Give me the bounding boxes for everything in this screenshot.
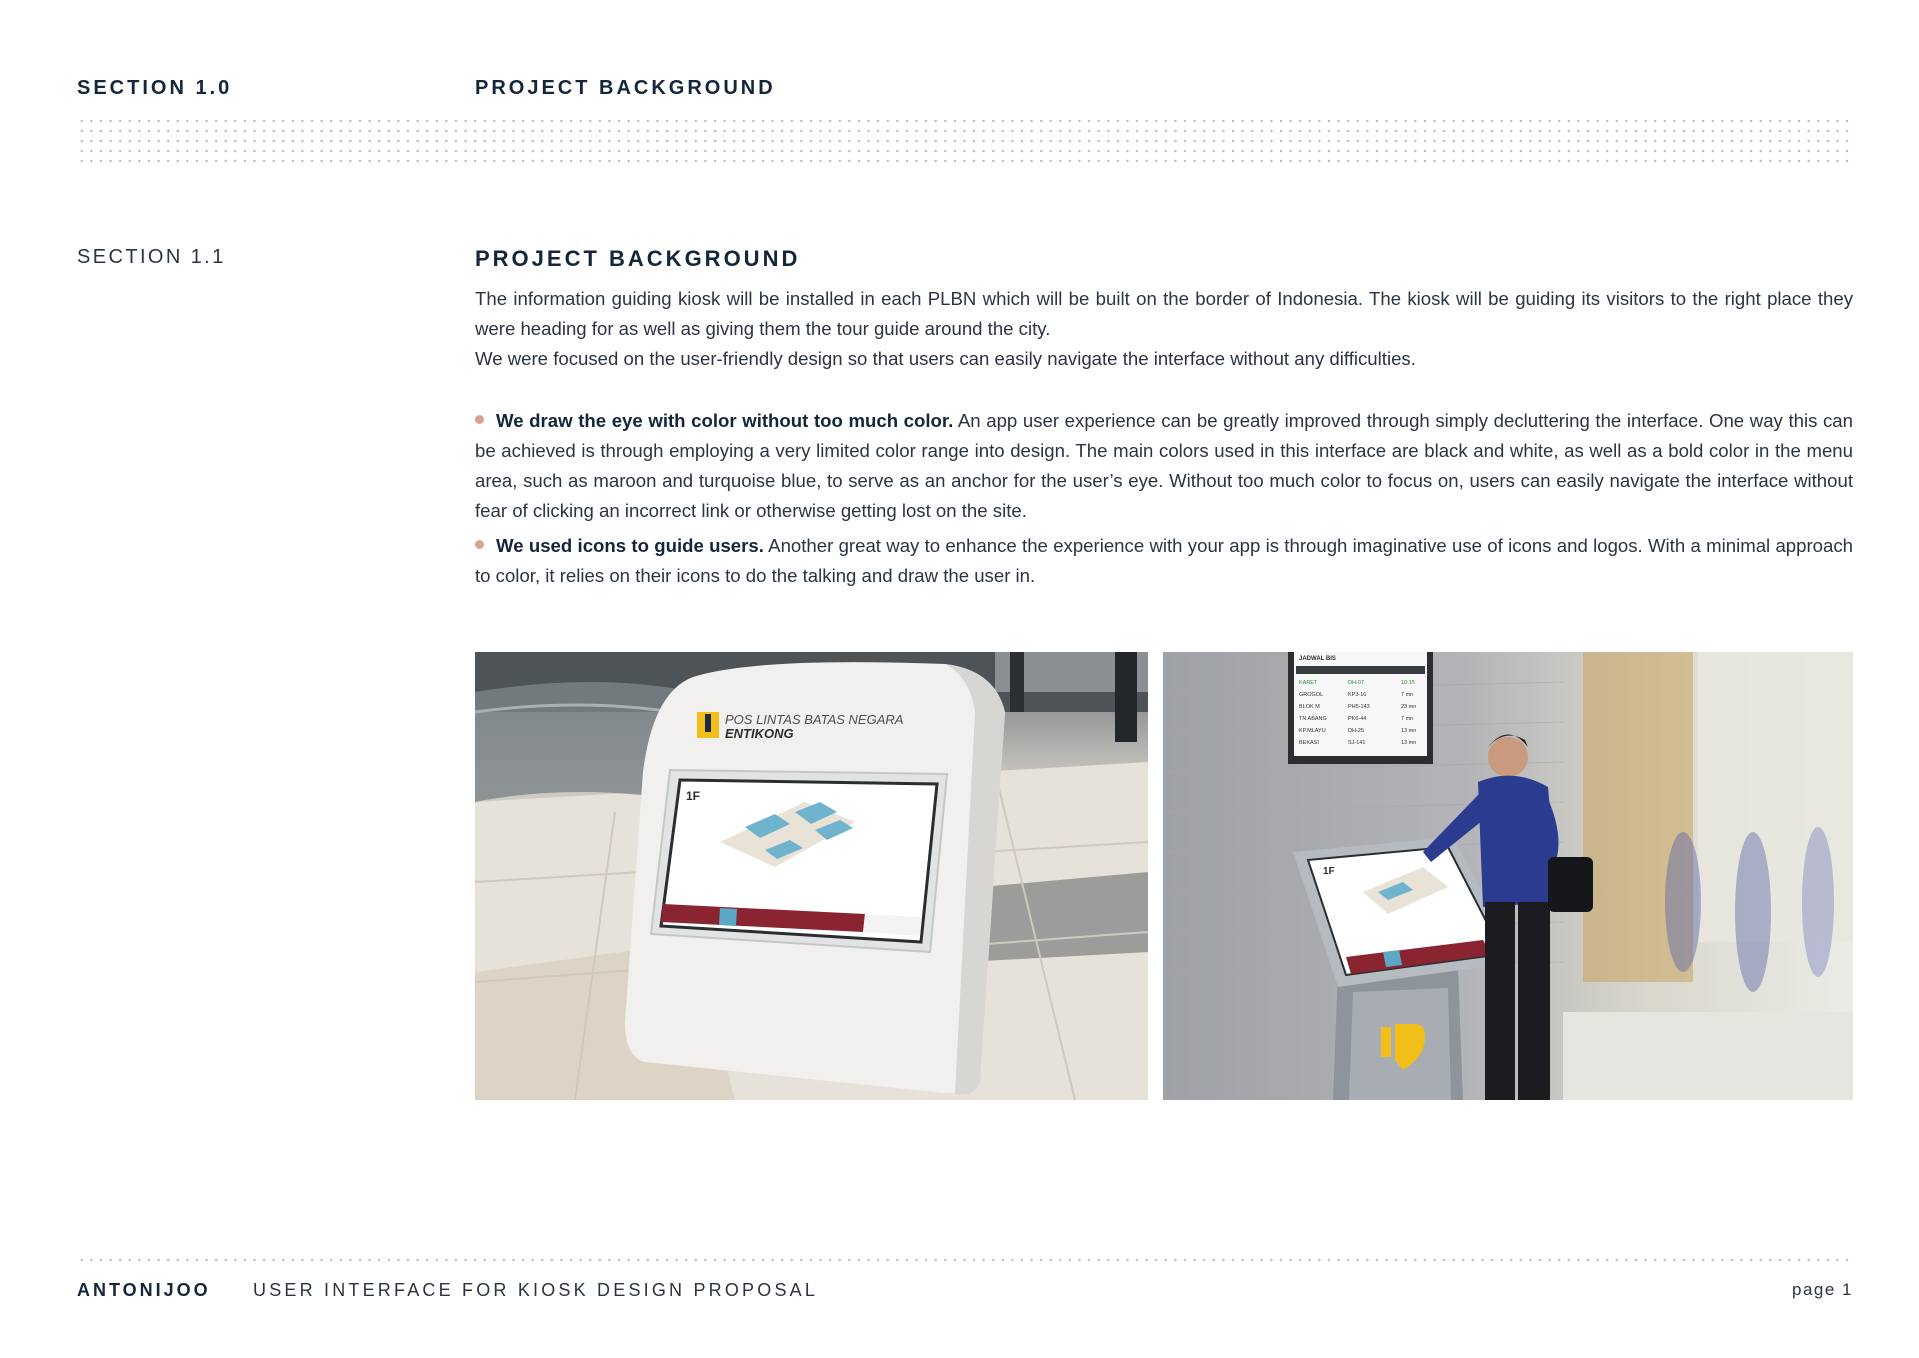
bullet-item (475, 406, 1853, 526)
kiosk-brand-line-1: POS LINTAS BATAS NEGARA (725, 712, 904, 727)
board-cell: GROGOL (1299, 692, 1324, 698)
kiosk-brand-line-2: ENTIKONG (725, 726, 794, 741)
footer-dotted-divider (77, 1255, 1853, 1265)
board-title: JADWAL BIS (1299, 656, 1336, 662)
board-cell: BLOK M (1299, 704, 1320, 710)
bullet-dot-icon (475, 540, 484, 549)
board-cell: 13 mn (1401, 740, 1417, 746)
kiosk-floor-label: 1F (686, 789, 701, 803)
footer-brand: ANTONIJOO (77, 1280, 211, 1300)
board-cell: KP3-16 (1348, 692, 1367, 698)
board-cell: TN ABANG (1299, 716, 1327, 722)
kiosk-illustration-right (1163, 652, 1853, 1100)
board-cell: 23 mn (1401, 704, 1417, 710)
subsection-label: SECTION 1.1 (77, 246, 226, 268)
dotted-divider (77, 116, 1853, 164)
kiosk-illustration-left (475, 652, 1148, 1100)
page-number: page 1 (1792, 1280, 1853, 1299)
board-cell: BEKASI (1299, 740, 1319, 746)
kiosk-floor-label: 1F (1323, 866, 1335, 877)
intro-paragraph (475, 284, 1853, 374)
board-cell: 13 mn (1401, 728, 1417, 734)
board-cell: 7 mn (1401, 716, 1414, 722)
subsection-title: PROJECT BACKGROUND (475, 246, 801, 271)
board-cell: 10:15 (1401, 680, 1415, 686)
board-cell: PH5-143 (1348, 704, 1370, 710)
bullet-lead: We draw the eye with color without too much color. (496, 410, 954, 431)
kiosk-photo-right (1163, 652, 1853, 1100)
footer-doc-title: USER INTERFACE FOR KIOSK DESIGN PROPOSAL (253, 1280, 819, 1300)
board-cell: DH-07 (1348, 680, 1364, 686)
bullet-dot-icon (475, 415, 484, 424)
bullet-text: An app user experience can be greatly improved through simply decluttering the interface. One way this can be achieved is through employing a very limited color range into design. The main colors used in this interface are black and white, as well as a bold color in the menu area, such as maroon and turquoise blue, to serve as an anchor for the user’s eye. Without too much color to focus on, users can easily navigate the interface without fear of clicking an incorrect link or otherwise getting lost on the site. (475, 410, 1853, 521)
board-cell: KP.MLAYU (1299, 728, 1326, 734)
board-cell: PK6-44 (1348, 716, 1367, 722)
section-label: SECTION 1.0 (77, 77, 233, 99)
intro-line-1: The information guiding kiosk will be installed in each PLBN which will be built on the border of Indonesia. The kiosk will be guiding its visitors to the right place they were heading for as well as giving them the tour guide around the city. (475, 288, 1853, 339)
section-title: PROJECT BACKGROUND (475, 77, 776, 99)
intro-line-2: We were focused on the user-friendly design so that users can easily navigate the interface without any difficulties. (475, 348, 1416, 369)
board-cell: DH-25 (1348, 728, 1364, 734)
bullet-lead: We used icons to guide users. (496, 535, 764, 556)
board-cell: KARET (1299, 680, 1318, 686)
kiosk-photo-left (475, 652, 1148, 1100)
board-cell: SJ-141 (1348, 740, 1366, 746)
board-cell: 7 mn (1401, 692, 1414, 698)
bullet-item (475, 531, 1853, 591)
bullet-text: Another great way to enhance the experience with your app is through imaginative use of icons and logos. With a minimal approach to color, it relies on their icons to do the talking and draw the user in. (475, 535, 1853, 586)
